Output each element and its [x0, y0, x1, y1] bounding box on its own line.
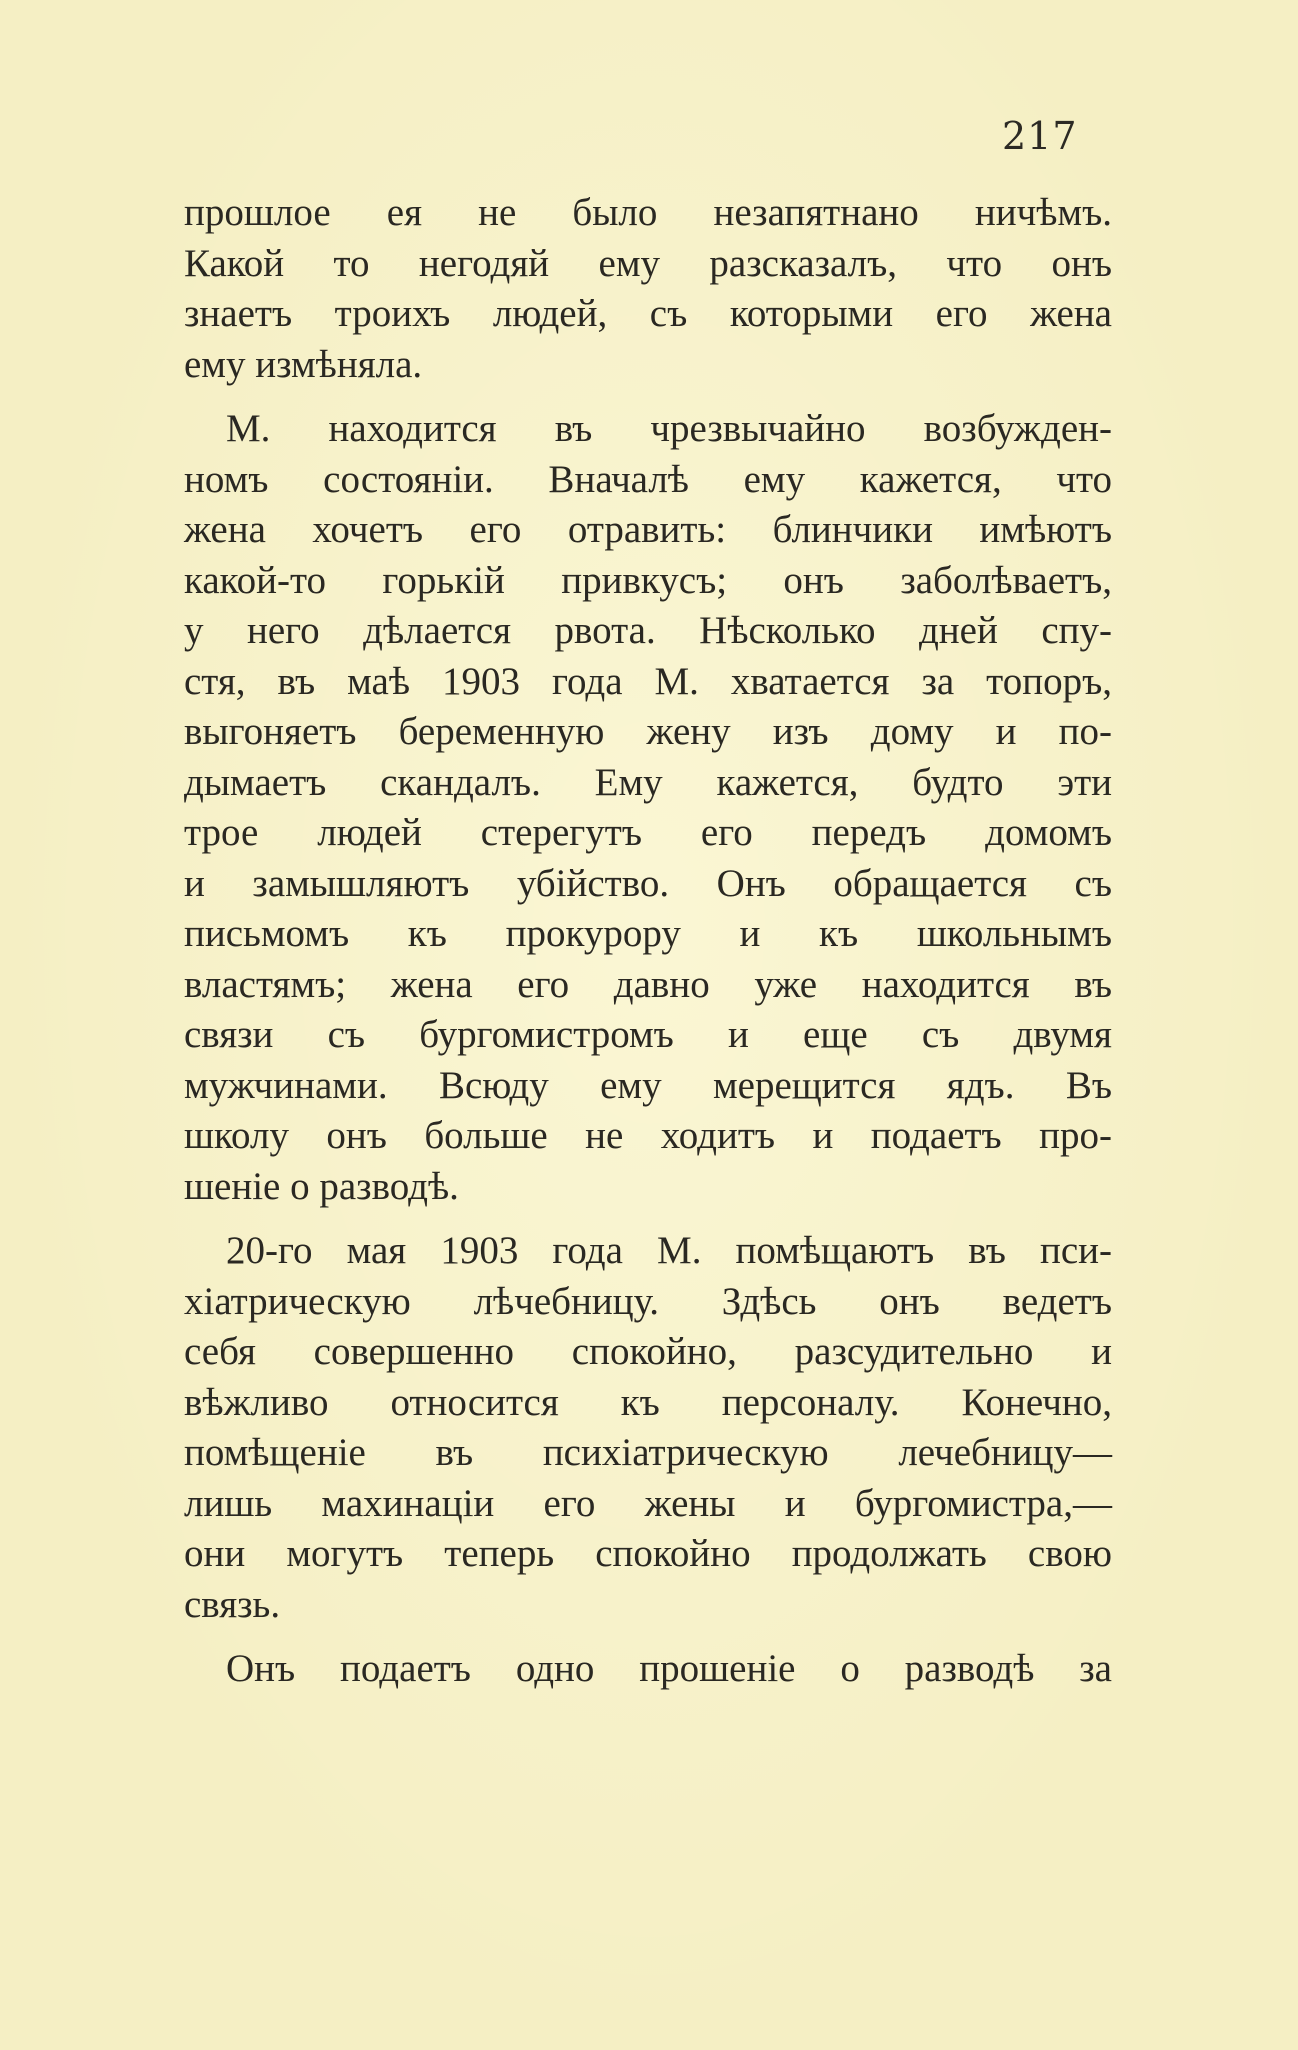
text-line: связь. — [184, 1582, 281, 1626]
text-line: помѣщеніе въ психіатрическую лечебницу— — [184, 1431, 1112, 1474]
text-line: и замышляютъ убійство. Онъ обращается съ — [184, 861, 1112, 905]
paragraph — [184, 1644, 1112, 1695]
text-line: 20-го мая 1903 года М. помѣщаютъ въ пси- — [226, 1229, 1112, 1272]
text-line: стя, въ маѣ 1903 года М. хватается за топоръ, — [184, 659, 1112, 703]
text-line: дымаетъ скандалъ. Ему кажется, будто эти — [184, 760, 1112, 804]
text-line: жена хочетъ его отравить: блинчики имѣютъ — [184, 508, 1112, 551]
paragraph — [184, 1226, 1112, 1630]
text-line: знаетъ троихъ людей, съ которыми его жена — [184, 292, 1112, 335]
paragraph — [184, 404, 1112, 1212]
text-line: Какой то негодяй ему разсказалъ, что онъ — [184, 241, 1112, 285]
text-line: прошлое ея не было незапятнано ничѣмъ. — [184, 191, 1112, 234]
body-text — [184, 188, 1112, 1695]
text-line: властямъ; жена его давно уже находится въ — [184, 962, 1112, 1006]
text-line: шеніе о разводѣ. — [184, 1164, 459, 1208]
text-line: они могутъ теперь спокойно продолжать свою — [184, 1532, 1112, 1575]
page-number: 217 — [1002, 114, 1078, 158]
text-line: вѣжливо относится къ персоналу. Конечно, — [184, 1380, 1112, 1424]
text-line: школу онъ больше не ходитъ и подаетъ про- — [184, 1114, 1112, 1157]
text-line: Онъ подаетъ одно прошеніе о разводѣ за — [226, 1647, 1112, 1690]
paragraph — [184, 188, 1112, 390]
text-line: у него дѣлается рвота. Нѣсколько дней спу- — [184, 609, 1112, 652]
text-line: ему измѣняла. — [184, 342, 423, 386]
text-line: себя совершенно спокойно, разсудительно и — [184, 1330, 1112, 1373]
text-line: связи съ бургомистромъ и еще съ двумя — [184, 1013, 1112, 1056]
text-line: мужчинами. Всюду ему мерещится ядъ. Въ — [184, 1063, 1112, 1107]
text-line: номъ состояніи. Вначалѣ ему кажется, что — [184, 457, 1112, 501]
text-line: письмомъ къ прокурору и къ школьнымъ — [184, 912, 1112, 955]
text-line: какой-то горькій привкусъ; онъ заболѣваетъ, — [184, 558, 1112, 602]
text-line: выгоняетъ беременную жену изъ дому и по- — [184, 710, 1112, 753]
text-line: хіатрическую лѣчебницу. Здѣсь онъ ведетъ — [184, 1279, 1112, 1323]
text-line: трое людей стерегутъ его передъ домомъ — [184, 811, 1112, 854]
text-line: М. находится въ чрезвычайно возбужден- — [226, 407, 1112, 450]
text-line: лишь махинаціи его жены и бургомистра,— — [184, 1481, 1112, 1525]
